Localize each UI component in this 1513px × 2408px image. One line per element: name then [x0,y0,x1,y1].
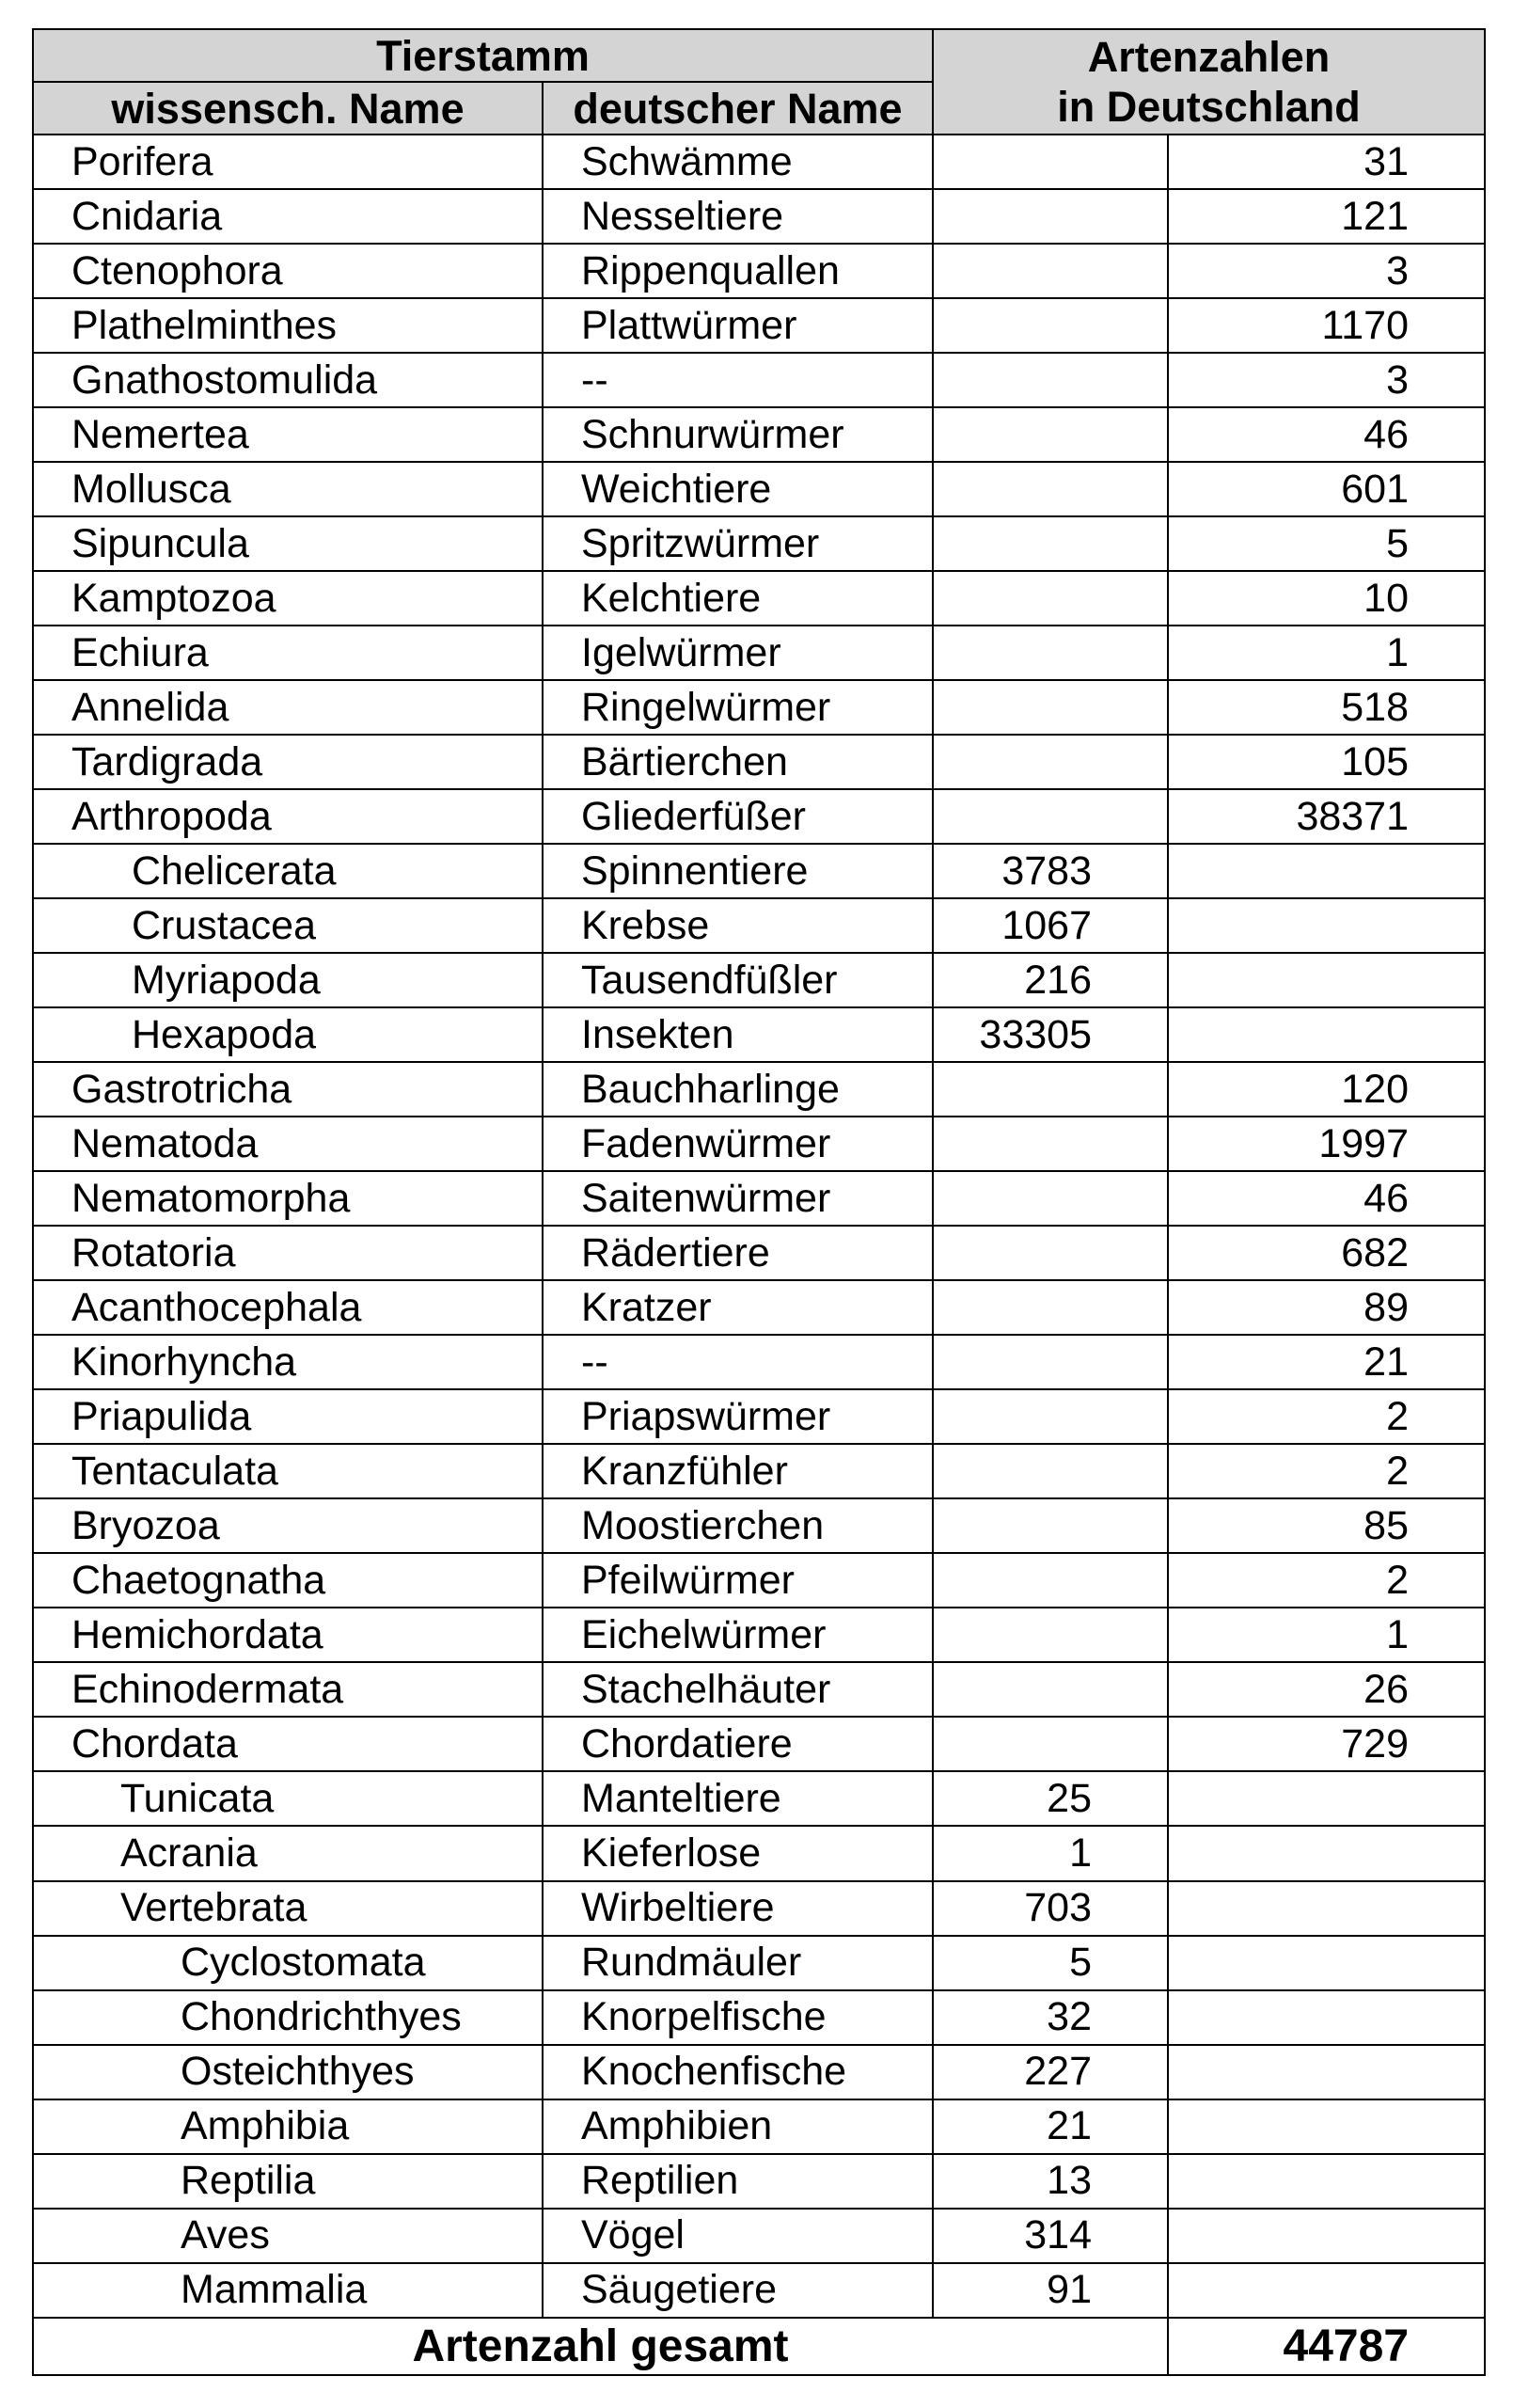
phylum-count-cell: 31 [1168,135,1485,189]
table-row [33,1608,1485,1662]
scientific-name-cell: Crustacea [33,898,543,953]
german-name-cell: -- [543,353,933,407]
table-row [33,1062,1485,1117]
german-name-cell: Knorpelfische [543,1990,933,2045]
tierstamm-header: Tierstamm [33,29,933,82]
table-row [33,1662,1485,1717]
subgroup-count-cell: 1067 [933,898,1168,953]
table-row [33,1717,1485,1771]
subgroup-count-cell [933,1498,1168,1553]
artenzahlen-line1: Artenzahlen [1087,32,1331,81]
scientific-name-cell: Echiura [33,626,543,680]
scientific-name-cell: Hemichordata [33,1608,543,1662]
german-name-cell: Bärtierchen [543,735,933,789]
phylum-count-cell [1168,1936,1485,1990]
subgroup-count-cell [933,462,1168,516]
scientific-name-cell: Nematoda [33,1117,543,1171]
subgroup-count-cell [933,680,1168,735]
german-name-cell: Gliederfüßer [543,789,933,844]
subgroup-count-cell: 314 [933,2209,1168,2263]
deutsch-name-header: deutscher Name [543,82,933,135]
scientific-name-cell: Cnidaria [33,189,543,244]
phylum-count-cell: 2 [1168,1553,1485,1608]
scientific-name-cell: Cyclostomata [33,1936,543,1990]
scientific-name-cell: Gastrotricha [33,1062,543,1117]
subgroup-count-cell: 5 [933,1936,1168,1990]
table-row [33,1936,1485,1990]
table-row [33,2099,1485,2154]
scientific-name-cell: Tunicata [33,1771,543,1826]
subgroup-count-cell [933,1608,1168,1662]
scientific-name-cell: Chondrichthyes [33,1990,543,2045]
table-row [33,298,1485,353]
phylum-count-cell: 1 [1168,1608,1485,1662]
phylum-count-cell: 5 [1168,516,1485,571]
german-name-cell: Amphibien [543,2099,933,2154]
table-row [33,1881,1485,1936]
scientific-name-cell: Annelida [33,680,543,735]
german-name-cell: Spritzwürmer [543,516,933,571]
subgroup-count-cell [933,189,1168,244]
scientific-name-cell: Tardigrada [33,735,543,789]
subgroup-count-cell [933,1553,1168,1608]
german-name-cell: Reptilien [543,2154,933,2209]
subgroup-count-cell [933,1662,1168,1717]
scientific-name-cell: Porifera [33,135,543,189]
german-name-cell: Schnurwürmer [543,407,933,462]
german-name-cell: Plattwürmer [543,298,933,353]
phylum-count-cell: 46 [1168,407,1485,462]
phylum-count-cell [1168,898,1485,953]
phylum-count-cell: 121 [1168,189,1485,244]
scientific-name-cell: Reptilia [33,2154,543,2209]
scientific-name-cell: Myriapoda [33,953,543,1007]
table-row [33,1771,1485,1826]
german-name-cell: Tausendfüßler [543,953,933,1007]
phylum-count-cell [1168,1771,1485,1826]
subgroup-count-cell [933,1171,1168,1226]
subgroup-count-cell [933,789,1168,844]
phylum-count-cell [1168,2099,1485,2154]
table-row [33,1553,1485,1608]
scientific-name-cell: Kinorhyncha [33,1335,543,1389]
phylum-count-cell: 3 [1168,244,1485,298]
phylum-count-cell [1168,2263,1485,2318]
table-row [33,1498,1485,1553]
phylum-count-cell [1168,2209,1485,2263]
table-row [33,407,1485,462]
wiss-name-header: wissensch. Name [33,82,543,135]
subgroup-count-cell [933,626,1168,680]
total-label: Artenzahl gesamt [33,2318,1168,2375]
artenzahlen-line2: in Deutschland [1057,83,1361,131]
german-name-cell: -- [543,1335,933,1389]
german-name-cell: Rippenquallen [543,244,933,298]
table-row [33,2045,1485,2099]
german-name-cell: Manteltiere [543,1771,933,1826]
table-row [33,1444,1485,1498]
table-body [33,135,1485,2318]
table-row [33,1990,1485,2045]
german-name-cell: Krebse [543,898,933,953]
table-row [33,1117,1485,1171]
subgroup-count-cell: 13 [933,2154,1168,2209]
phylum-count-cell: 729 [1168,1717,1485,1771]
scientific-name-cell: Mollusca [33,462,543,516]
german-name-cell: Fadenwürmer [543,1117,933,1171]
german-name-cell: Säugetiere [543,2263,933,2318]
scientific-name-cell: Bryozoa [33,1498,543,1553]
german-name-cell: Rundmäuler [543,1936,933,1990]
subgroup-count-cell [933,353,1168,407]
subgroup-count-cell [933,1335,1168,1389]
phylum-count-cell: 682 [1168,1226,1485,1280]
german-name-cell: Rädertiere [543,1226,933,1280]
table-row [33,626,1485,680]
table-row [33,2154,1485,2209]
german-name-cell: Saitenwürmer [543,1171,933,1226]
table-row [33,844,1485,898]
table-row [33,789,1485,844]
phylum-count-cell [1168,1826,1485,1880]
phylum-count-cell: 2 [1168,1444,1485,1498]
phylum-count-cell [1168,844,1485,898]
german-name-cell: Ringelwürmer [543,680,933,735]
subgroup-count-cell [933,1444,1168,1498]
subgroup-count-cell: 25 [933,1771,1168,1826]
german-name-cell: Kranzfühler [543,1444,933,1498]
phylum-count-cell: 518 [1168,680,1485,735]
table-row [33,571,1485,626]
scientific-name-cell: Mammalia [33,2263,543,2318]
phylum-count-cell: 21 [1168,1335,1485,1389]
subgroup-count-cell [933,1717,1168,1771]
phylum-count-cell [1168,2154,1485,2209]
table-row [33,1826,1485,1880]
german-name-cell: Pfeilwürmer [543,1553,933,1608]
table-row [33,189,1485,244]
scientific-name-cell: Chelicerata [33,844,543,898]
subgroup-count-cell: 1 [933,1826,1168,1880]
table-row [33,2263,1485,2318]
german-name-cell: Eichelwürmer [543,1608,933,1662]
phylum-count-cell [1168,953,1485,1007]
subgroup-count-cell: 3783 [933,844,1168,898]
german-name-cell: Wirbeltiere [543,1881,933,1936]
table-row [33,353,1485,407]
german-name-cell: Stachelhäuter [543,1662,933,1717]
scientific-name-cell: Chordata [33,1717,543,1771]
scientific-name-cell: Arthropoda [33,789,543,844]
phylum-count-cell: 1 [1168,626,1485,680]
german-name-cell: Knochenfische [543,2045,933,2099]
scientific-name-cell: Ctenophora [33,244,543,298]
phylum-count-cell [1168,2045,1485,2099]
subgroup-count-cell [933,1389,1168,1444]
subgroup-count-cell: 216 [933,953,1168,1007]
table-row [33,1171,1485,1226]
scientific-name-cell: Gnathostomulida [33,353,543,407]
scientific-name-cell: Kamptozoa [33,571,543,626]
table-row [33,680,1485,735]
subgroup-count-cell: 33305 [933,1007,1168,1062]
scientific-name-cell: Nemertea [33,407,543,462]
scientific-name-cell: Vertebrata [33,1881,543,1936]
german-name-cell: Nesseltiere [543,189,933,244]
table-row [33,735,1485,789]
phylum-count-cell: 3 [1168,353,1485,407]
subgroup-count-cell: 703 [933,1881,1168,1936]
phylum-count-cell: 1997 [1168,1117,1485,1171]
scientific-name-cell: Tentaculata [33,1444,543,1498]
scientific-name-cell: Nematomorpha [33,1171,543,1226]
table-row [33,1007,1485,1062]
subgroup-count-cell [933,1062,1168,1117]
german-name-cell: Insekten [543,1007,933,1062]
phylum-count-cell [1168,1881,1485,1936]
german-name-cell: Kelchtiere [543,571,933,626]
table-row [33,516,1485,571]
subgroup-count-cell [933,1117,1168,1171]
phylum-count-cell [1168,1990,1485,2045]
phylum-count-cell: 85 [1168,1498,1485,1553]
table-row [33,1280,1485,1335]
german-name-cell: Kratzer [543,1280,933,1335]
scientific-name-cell: Sipuncula [33,516,543,571]
table-row [33,953,1485,1007]
subgroup-count-cell [933,298,1168,353]
phylum-count-cell: 26 [1168,1662,1485,1717]
phylum-count-cell: 1170 [1168,298,1485,353]
subgroup-count-cell [933,135,1168,189]
phylum-count-cell: 105 [1168,735,1485,789]
german-name-cell: Vögel [543,2209,933,2263]
german-name-cell: Bauchharlinge [543,1062,933,1117]
subgroup-count-cell: 91 [933,2263,1168,2318]
phylum-count-cell: 10 [1168,571,1485,626]
scientific-name-cell: Plathelminthes [33,298,543,353]
table-row [33,1226,1485,1280]
scientific-name-cell: Acrania [33,1826,543,1880]
subgroup-count-cell: 21 [933,2099,1168,2154]
total-value: 44787 [1168,2318,1485,2375]
subgroup-count-cell: 32 [933,1990,1168,2045]
subgroup-count-cell [933,571,1168,626]
scientific-name-cell: Rotatoria [33,1226,543,1280]
scientific-name-cell: Osteichthyes [33,2045,543,2099]
german-name-cell: Chordatiere [543,1717,933,1771]
german-name-cell: Spinnentiere [543,844,933,898]
subgroup-count-cell: 227 [933,2045,1168,2099]
table-row [33,462,1485,516]
german-name-cell: Weichtiere [543,462,933,516]
german-name-cell: Kieferlose [543,1826,933,1880]
scientific-name-cell: Hexapoda [33,1007,543,1062]
subgroup-count-cell [933,407,1168,462]
phylum-count-cell: 120 [1168,1062,1485,1117]
scientific-name-cell: Aves [33,2209,543,2263]
table-row [33,1335,1485,1389]
species-table [32,28,1486,2376]
table-row [33,1389,1485,1444]
table-row [33,898,1485,953]
table-row [33,2209,1485,2263]
scientific-name-cell: Echinodermata [33,1662,543,1717]
scientific-name-cell: Amphibia [33,2099,543,2154]
german-name-cell: Moostierchen [543,1498,933,1553]
phylum-count-cell: 2 [1168,1389,1485,1444]
subgroup-count-cell [933,516,1168,571]
german-name-cell: Schwämme [543,135,933,189]
phylum-count-cell: 89 [1168,1280,1485,1335]
phylum-count-cell: 38371 [1168,789,1485,844]
german-name-cell: Igelwürmer [543,626,933,680]
scientific-name-cell: Acanthocephala [33,1280,543,1335]
table-row [33,244,1485,298]
subgroup-count-cell [933,244,1168,298]
subgroup-count-cell [933,735,1168,789]
subgroup-count-cell [933,1280,1168,1335]
phylum-count-cell: 601 [1168,462,1485,516]
total-row [33,2318,1485,2375]
scientific-name-cell: Priapulida [33,1389,543,1444]
phylum-count-cell [1168,1007,1485,1062]
scientific-name-cell: Chaetognatha [33,1553,543,1608]
german-name-cell: Priapswürmer [543,1389,933,1444]
table-row [33,135,1485,189]
artenzahlen-header [933,29,1485,135]
subgroup-count-cell [933,1226,1168,1280]
phylum-count-cell: 46 [1168,1171,1485,1226]
